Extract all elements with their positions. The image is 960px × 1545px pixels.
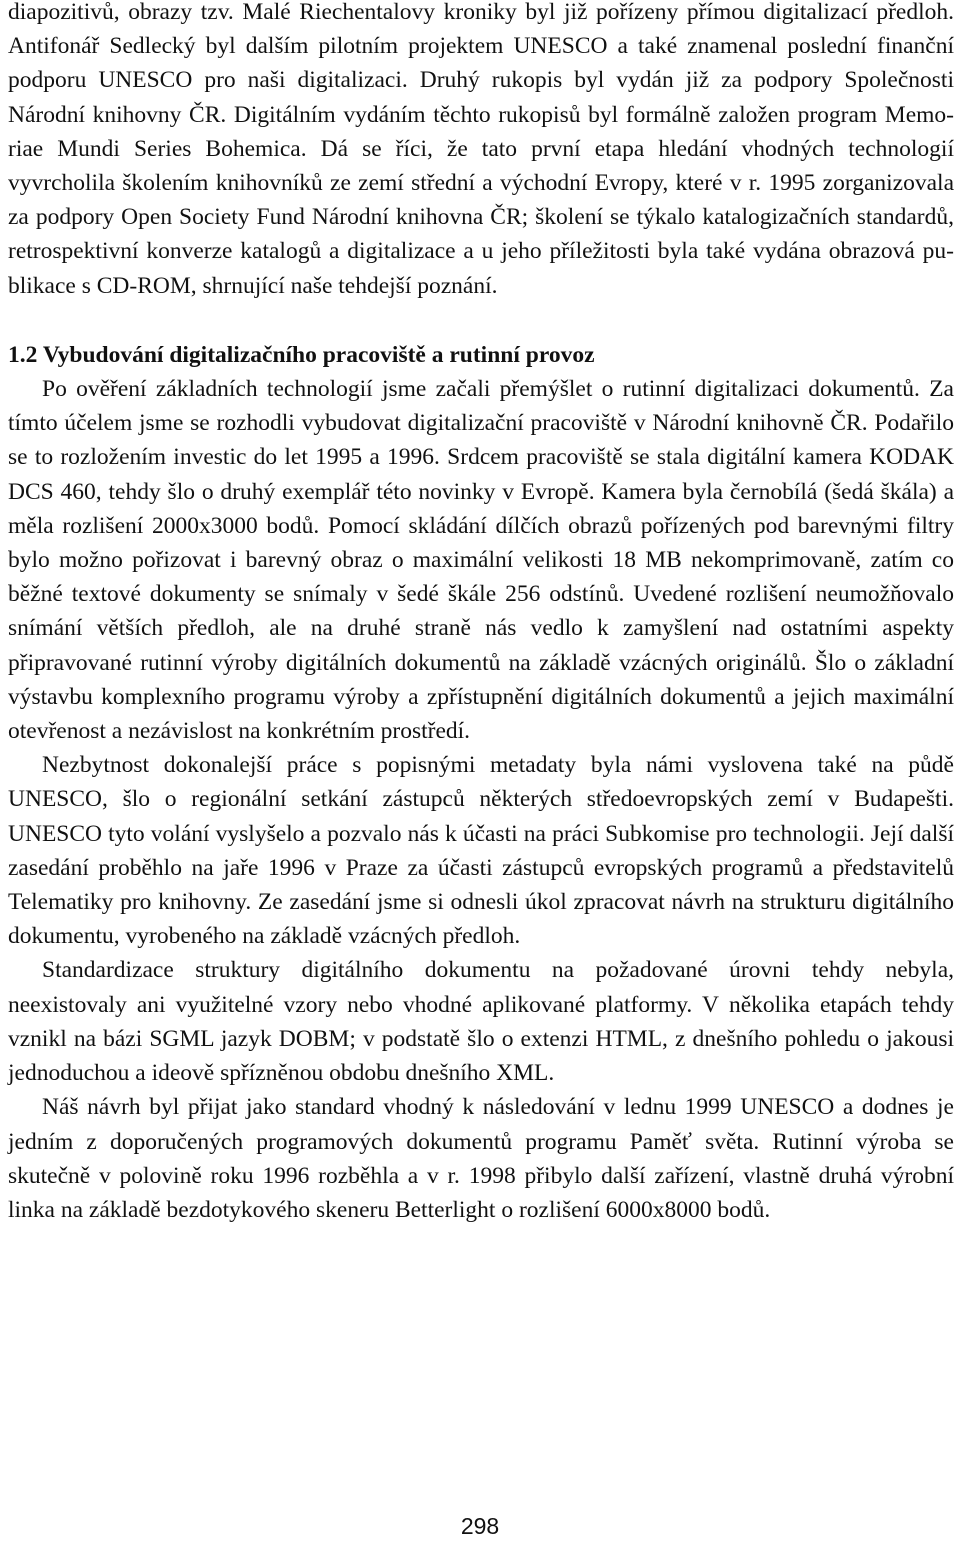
page-number: 298 xyxy=(460,1513,500,1539)
paragraph-proposal: Náš návrh byl přijat jako standard vhodný k následování v lednu 1999 UNESCO a dodnes je jedním z doporučených programových dokumentů programu Paměť světa. Rutinní výroba se skutečně v polovině roku 1996 rozběhla a v r. 1998 přibylo další zařízení, vlastně druhá výrobní linka na základě bezdotykového skeneru Betterlight o rozlišení 6000x8000 bodů. xyxy=(8,1094,954,1223)
paragraph-intro: diapozitivů, obrazy tzv. Malé Riechentalovy kroniky byl již pořízeny přímou digitalizací předloh. Antifonář Sedlecký byl dalším pilotním projektem UNESCO a také znamenal poslední finanční podporu UNESCO pro naši digitalizaci. Druhý rukopis byl vydán již za podpory Společnosti Národní knihovny ČR. Digitálním vydáním těchto rukopisů byl formálně založen program Memoriae Mundi Series Bohemica. Dá se říci, že tato první etapa hledání vhodných technologií vyvrcholila školením knihovníků ze zemí střední a východní Evropy, které v r. 1995 zorganizovala za podpory Open Society Fund Národní knihovna ČR; školení se týkalo katalogizačních standardů, retrospektivní konverze katalogů a digitalizace a u jeho příležitosti byla také vydána obrazová publikace s CD-ROM, shrnující naše tehdejší poznání. xyxy=(8,0,954,299)
section-heading: 1.2 Vybudování digitalizačního pracoviště a rutinní provoz xyxy=(8,341,595,368)
paragraph-workstation: Po ověření základních technologií jsme začali přemýšlet o rutinní digitalizaci dokumentů. Za tímto účelem jsme se rozhodli vybudovat digitalizační pracoviště v Národní knihovně ČR. Podařilo se to rozložením investic do let 1995 a 1996. Srdcem pracoviště se stala digitální kamera KODAK DCS 460, tehdy šlo o druhý exemplář této novinky v Evropě. Kamera byla černobílá (šedá škála) a měla rozlišení 2000x3000 bodů. Pomocí skládání dílčích obrazů pořízených pod barevnými filtry bylo možno pořizovat i barevný obraz o maximální velikosti 18 MB nekomprimovaně, zatím co běžné textové dokumenty se snímaly v šedé škále 256 odstínů. Uvedené rozlišení neumožňovalo snímání větších předloh, ale na druhé straně nás vedlo k zamyšlení nad ostatními aspekty připravované rutinní výroby digitálních dokumentů na základě vzácných originálů. Šlo o základní výstavbu komplexního programu výroby a zpřístupnění digitálních dokumentů a jejich maximální otevřenost a nezávislost na konkrétním prostředí. xyxy=(8,376,954,745)
paragraph-standardization: Standardizace struktury digitálního dokumentu na požadované úrovni tehdy nebyla, neexistovaly ani využitelné vzory nebo vhodné aplikované platformy. V několika etapách tehdy vznikl na bázi SGML jazyk DOBM; v podstatě šlo o extenzi HTML, z dnešního pohledu o jakousi jednoduchou a ideově spřízněnou obdobu dnešního XML. xyxy=(8,957,954,1087)
paragraph-metadata: Nezbytnost dokonalejší práce s popisnými metadaty byla námi vyslovena také na půdě UNESCO, šlo o regionální setkání zástupců některých středoevropských zemí v Budapešti. UNESCO tyto volání vyslyšelo a pozvalo nás k účasti na práci Subkomise pro technologii. Její další zasedání proběhlo na jaře 1996 v Praze za účasti zástupců evropských programů a představitelů Telematiky pro knihovny. Ze zasedání jsme si odnesli úkol zpracovat návrh na strukturu digitálního dokumentu, vyrobeného na základě vzácných předloh. xyxy=(8,752,954,950)
document-page xyxy=(8,0,954,1227)
